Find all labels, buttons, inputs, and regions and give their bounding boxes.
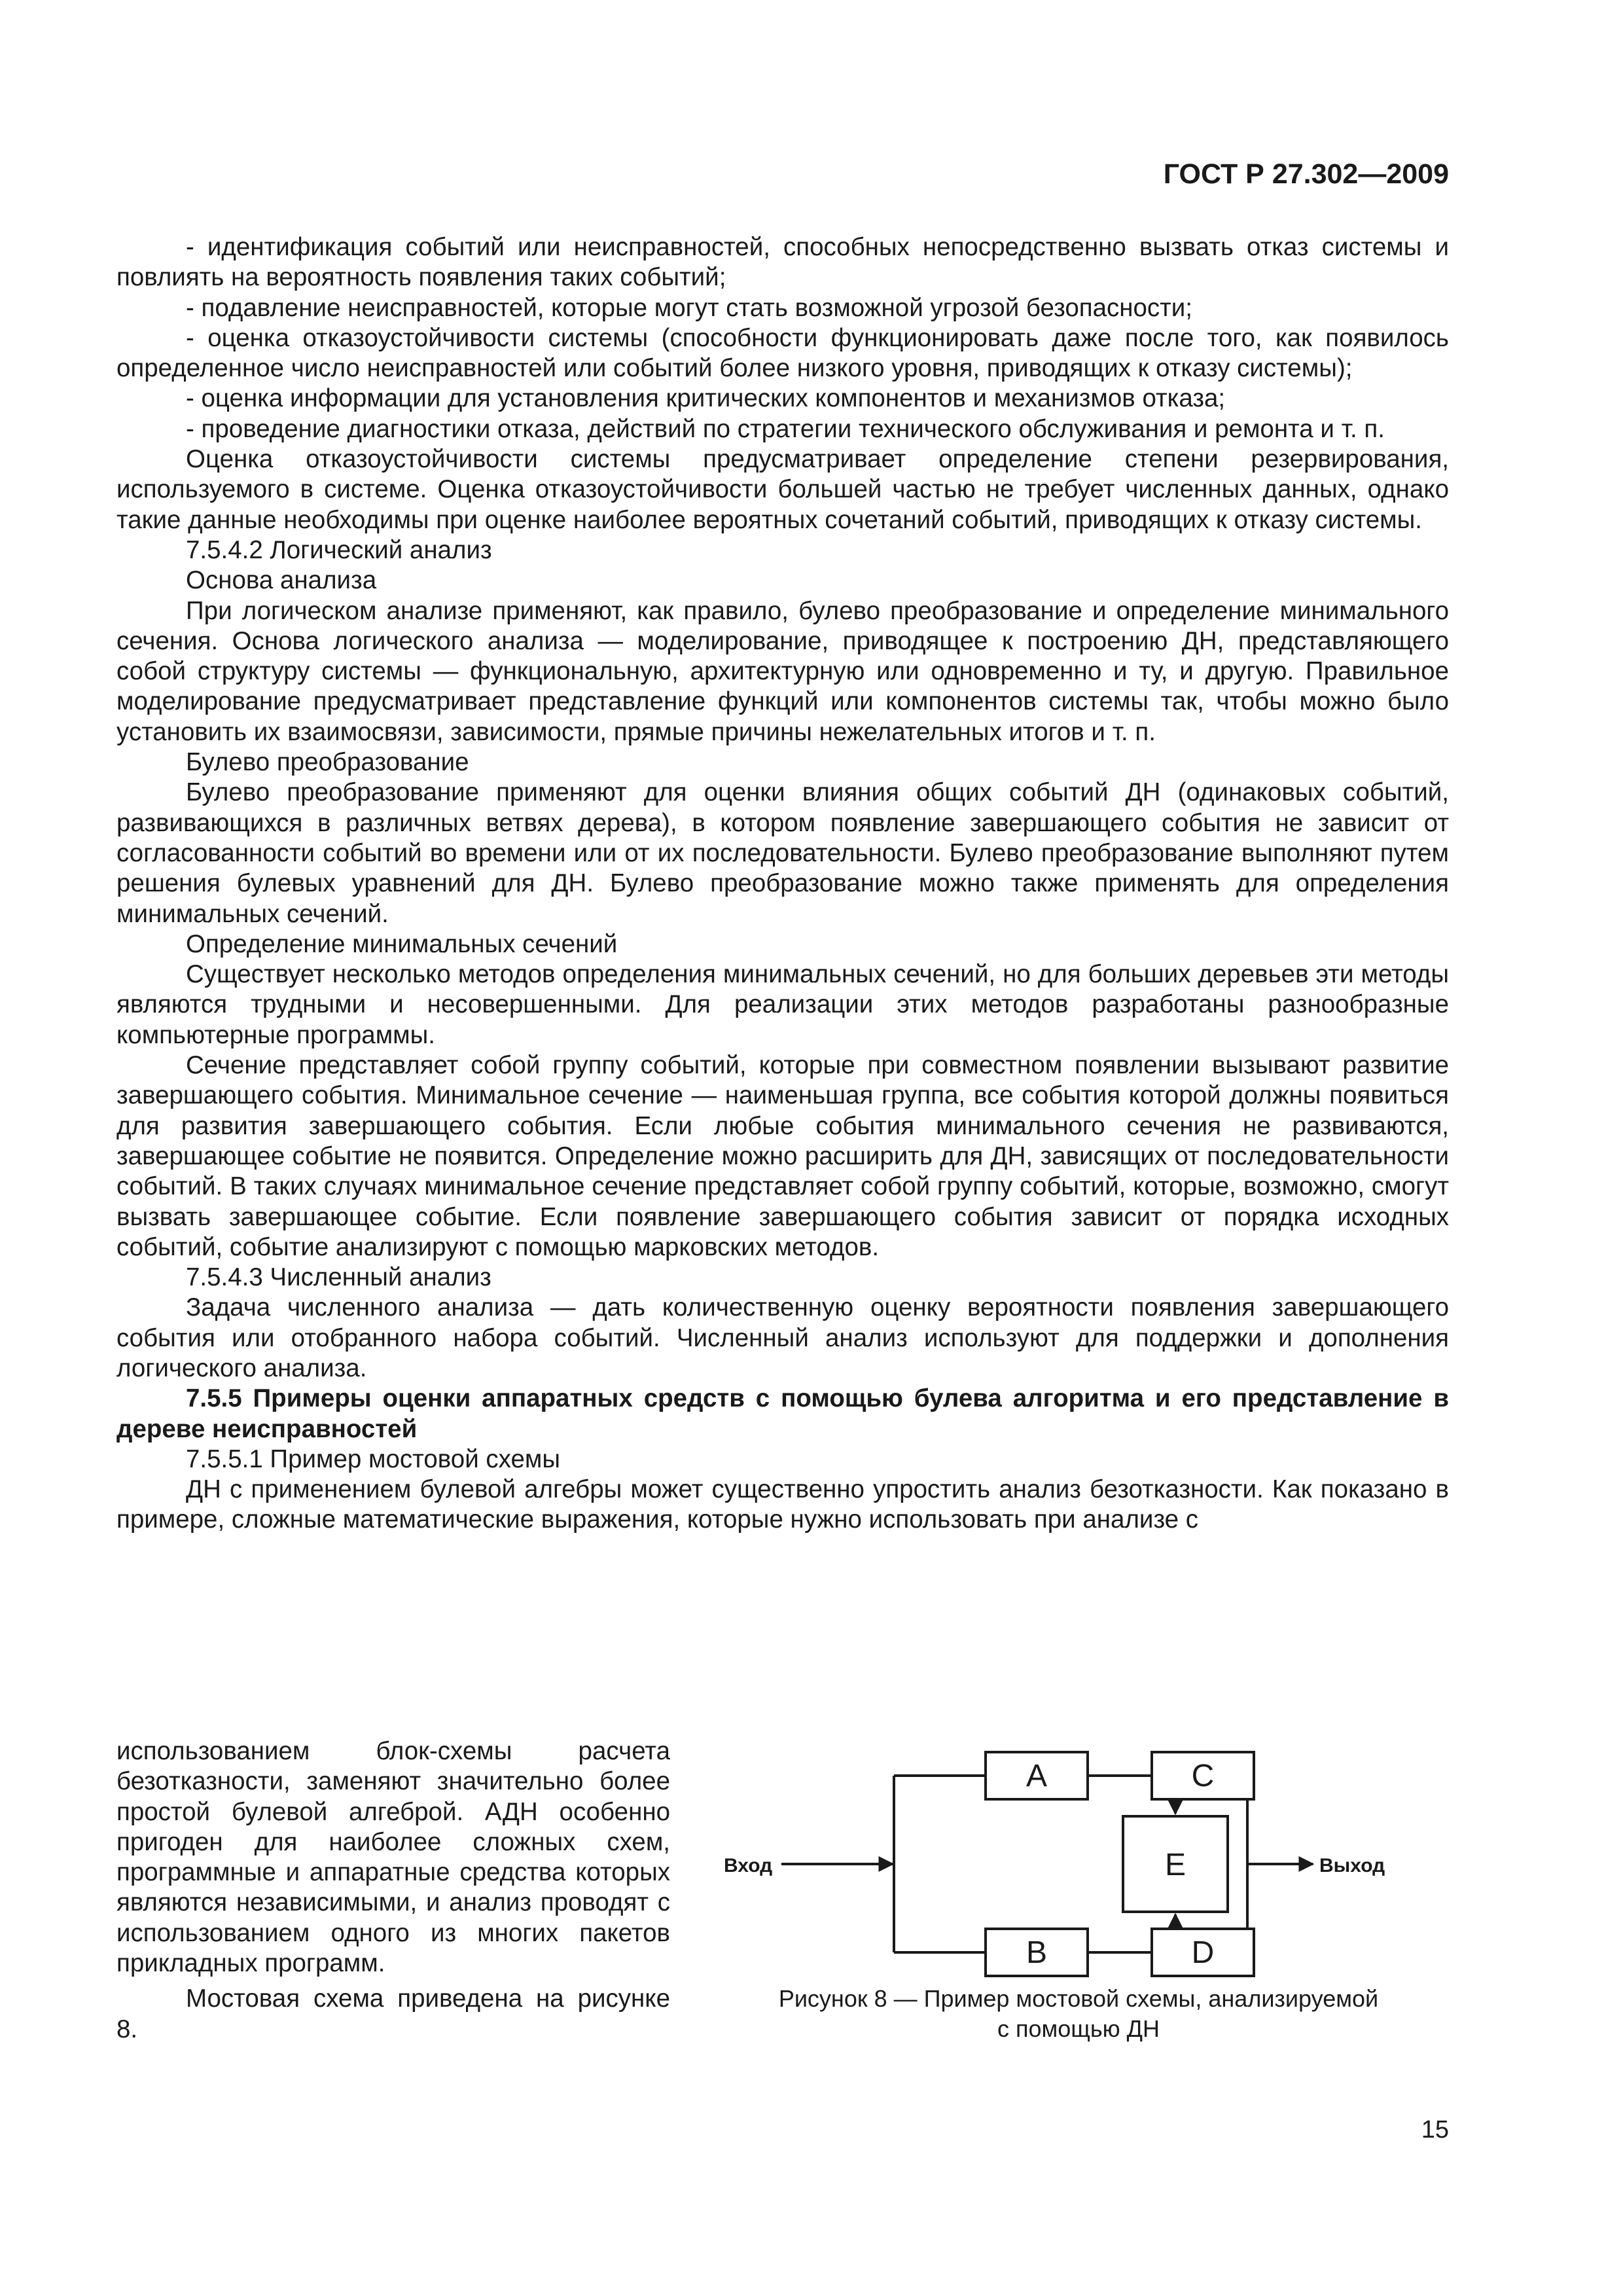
paragraph: Существует несколько методов определения минимальных сечений, но для больших деревьев эти методы являются трудными и несовершенными. Для реализации этих методов разработаны разнообразные компьютерные программы.: [116, 960, 1449, 1049]
block-b-label: B: [1026, 1935, 1048, 1970]
block-c-label: C: [1191, 1759, 1215, 1793]
paragraph: использованием блок-схемы расчета безотказности, заменяют значительно более простой булевой алгеброй. АДН особенно пригоден для наиболее сложных схем, программные и аппаратные средства которых являются независимыми, и анализ проводят с использованием одного из многих пакетов прикладных программ.: [116, 1737, 670, 1978]
block-e-label: E: [1164, 1848, 1186, 1882]
subheading: Булево преобразование: [186, 748, 469, 777]
section-heading: 7.5.5.1 Пример мостовой схемы: [186, 1444, 561, 1473]
caption-line: Рисунок 8 — Пример мостовой схемы, анализируемой: [778, 1985, 1379, 2012]
paragraph: Булево преобразование применяют для оценки влияния общих событий ДН (одинаковых событий, развивающихся в различных ветвях дерева), в котором появление завершающего события не зависит от согласованности событий во времени или от их последовательности. Булево преобразование выполняют путем решения булевых уравнений для ДН. Булево преобразование можно также применять для определения минимальных сечений.: [116, 778, 1449, 928]
section-heading: 7.5.4.3 Численный анализ: [186, 1263, 491, 1292]
paragraph: - идентификация событий или неисправностей, способных непосредственно вызвать отказ системы и повлиять на вероятность появления таких событий;: [116, 233, 1449, 292]
paragraph: - оценка информации для установления критических компонентов и механизмов отказа;: [186, 384, 1226, 413]
paragraph: - подавление неисправностей, которые могут стать возможной угрозой безопасности;: [186, 293, 1193, 322]
figure-caption: [732, 1984, 1425, 2044]
paragraph: Сечение представляет собой группу событий, которые при совместном появлении вызывают развитие завершающего события. Минимальное сечение — наименьшая группа, все события которой должны появиться для развития завершающего события. Если любые события минимального сечения не развиваются, завершающее событие не появится. Определение можно расширить для ДН, зависящих от последовательности событий. В таких случаях минимальное сечение представляет собой группу событий, которые, возможно, смогут вызвать завершающее событие. Если появление завершающего события зависит от порядка исходных событий, событие анализируют с помощью марковских методов.: [116, 1051, 1449, 1261]
input-label: Вход: [724, 1855, 773, 1876]
paragraph: Мостовая схема приведена на рисунке 8.: [116, 1984, 670, 2043]
paragraph: Задача численного анализа — дать количественную оценку вероятности появления завершающего события или отобранного набора событий. Численный анализ используют для поддержки и дополнения логического анализа.: [116, 1293, 1449, 1382]
paragraph: - проведение диагностики отказа, действий по стратегии технического обслуживания и ремонта и т. п.: [186, 414, 1385, 443]
figure-section: [116, 1736, 1449, 2103]
subheading: Определение минимальных сечений: [186, 929, 618, 958]
page-number: 15: [1421, 2116, 1449, 2144]
paragraph: - оценка отказоустойчивости системы (способности функционировать даже после того, как появилось определенное число неисправностей или событий более низкого уровня, приводящих к отказу системы);: [116, 323, 1449, 383]
body-text: [116, 232, 1449, 1535]
paragraph: При логическом анализе применяют, как правило, булево преобразование и определение минимального сечения. Основа логического анализа — моделирование, приводящее к построению ДН, представляющего собой структуру системы — функциональную, архитектурную или одновременно и ту, и другую. Правильное моделирование предусматривает представление функций или компонентов системы так, чтобы можно было установить их взаимосвязи, зависимости, прямые причины нежелательных итогов и т. п.: [116, 596, 1449, 746]
bold-section-heading: 7.5.5 Примеры оценки аппаратных средств с помощью булева алгоритма и его представление в дереве неисправностей: [116, 1384, 1449, 1443]
paragraph: ДН с применением булевой алгебры может существенно упростить анализ безотказности. Как показано в примере, сложные математические выражения, которые нужно использовать при анализе с: [116, 1475, 1449, 1534]
block-d-label: D: [1191, 1935, 1215, 1970]
figure-side-text: [116, 1736, 670, 2045]
bridge-circuit-diagram: [717, 1736, 1431, 1979]
subheading: Основа анализа: [186, 566, 377, 595]
block-a-label: A: [1026, 1759, 1048, 1793]
document-header: ГОСТ Р 27.302—2009: [1163, 158, 1449, 190]
paragraph: Оценка отказоустойчивости системы предусматривает определение степени резервирования, используемого в системе. Оценка отказоустойчивости большей частью не требует численных данных, однако такие данные необходимы при оценке наиболее вероятных сочетаний событий, приводящих к отказу системы.: [116, 445, 1449, 534]
output-label: Выход: [1319, 1855, 1385, 1876]
caption-line: с помощью ДН: [997, 2015, 1160, 2042]
section-heading: 7.5.4.2 Логический анализ: [186, 535, 492, 564]
